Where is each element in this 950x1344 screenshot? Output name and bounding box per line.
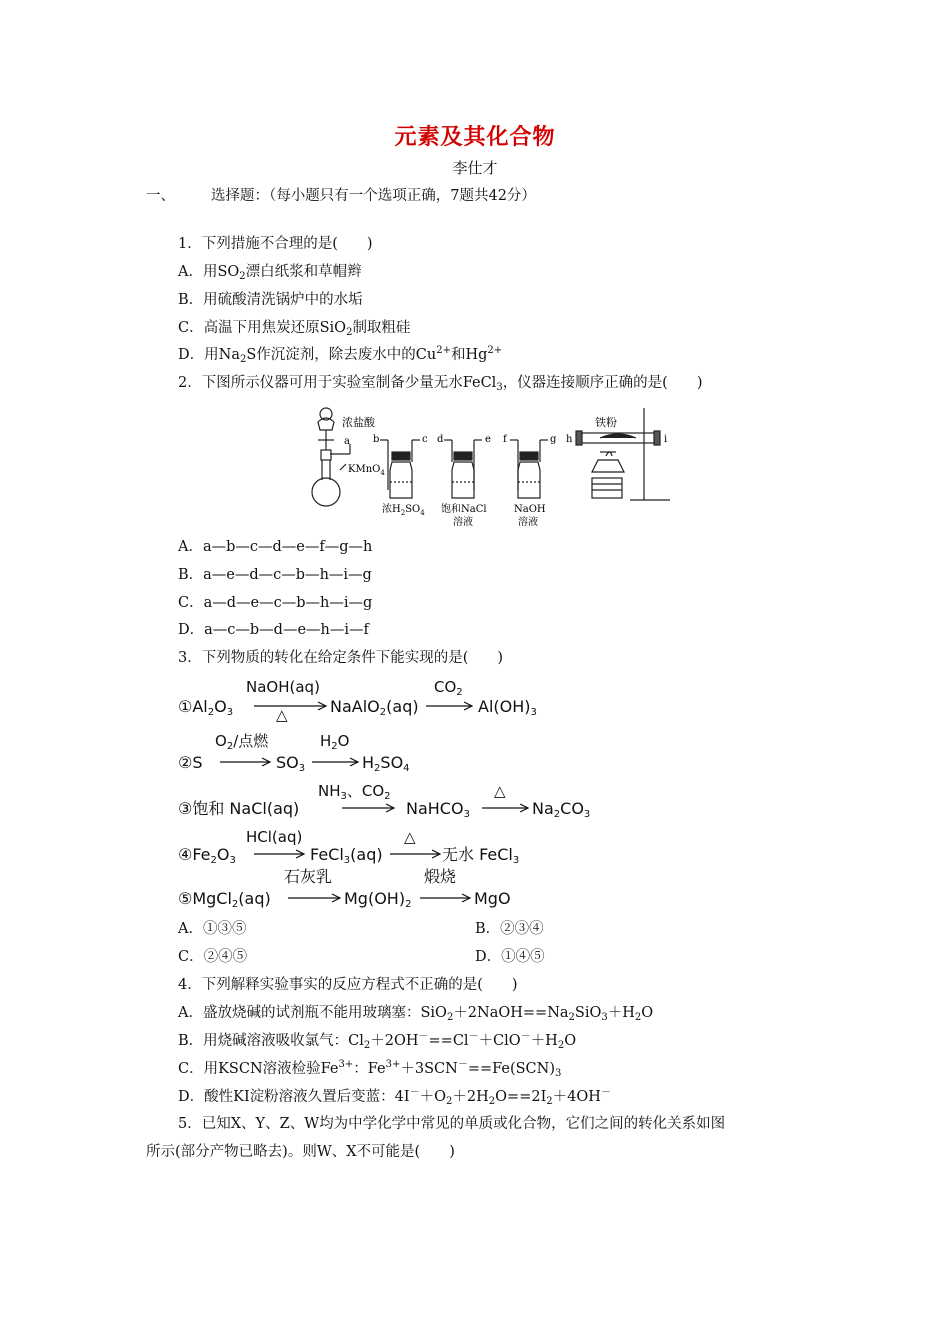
reaction-3-product-1: NaHCO$_3$ [406, 799, 470, 820]
arrow-icon [388, 848, 444, 860]
q4-stem: 4．下列解释实验事实的反应方程式不正确的是( ) [178, 977, 518, 993]
q2-option-a: A．a—b—c—d—e—f—g—h [178, 539, 373, 555]
section-number: 一、 [146, 188, 175, 204]
port-h: h [566, 434, 573, 445]
wash-bottle-h2so4-icon [380, 440, 420, 498]
reaction-1: $①Al_2O_3$ [178, 697, 234, 718]
port-f: f [503, 434, 507, 445]
reaction-5-condition-2: 煅烧 [424, 867, 457, 886]
q1-option-d: D．用$Na_2S$作沉淀剂，除去废水中的$Cu^{2+}$和$Hg^{2+}$ [178, 345, 503, 365]
section-heading: 选择题：（每小题只有一个选项正确，7题共42分） [211, 188, 536, 204]
reaction-2-condition-2: $H_2O$ [320, 732, 350, 752]
q4-option-d: D．酸性KI淀粉溶液久置后变蓝：$4I^-+O_2+2H_2O==2I_2+4OH^-$ [178, 1087, 611, 1107]
reaction-4-condition-2: △ [404, 828, 416, 846]
reaction-4-product-1: FeCl$_3$(aq) [310, 845, 383, 866]
author-name: 李仕才 [452, 159, 498, 177]
reaction-3-condition-2: △ [494, 782, 506, 800]
apparatus-diagram [300, 400, 680, 535]
reaction-3-product-2: $Na_2CO_3$ [532, 799, 591, 820]
arrow-icon [418, 892, 474, 904]
port-e: e [485, 434, 491, 445]
q5-line-1: 5．已知X、Y、Z、W均为中学化学中常见的单质或化合物，它们之间的转化关系如图 [178, 1116, 726, 1132]
arrow-icon [310, 756, 362, 768]
q4-option-b: B．用烧碱溶液吸收氯气：$Cl_2+2OH^-==Cl^-+ClO^-+H_2O$ [178, 1031, 577, 1051]
label-conc-hcl: 浓盐酸 [342, 416, 375, 429]
q3-option-c: C．②④⑤ [178, 949, 248, 965]
arrow-icon [218, 756, 274, 768]
wash-bottle-nacl-icon [444, 440, 482, 498]
port-d: d [437, 434, 444, 445]
port-a: a [344, 436, 350, 447]
q1-option-c: C．高温下用焦炭还原SiO$_2$制取粗硅 [178, 320, 411, 338]
q3-option-a: A．①③⑤ [178, 921, 247, 937]
reaction-2-product-1: $SO_3$ [276, 753, 306, 774]
reaction-2-condition-1: $O_2/$点燃 [215, 732, 269, 752]
reaction-3: ③饱和 NaCl(aq) [178, 799, 300, 818]
q4-option-c: C．用KSCN溶液检验$Fe^{3+}$：$Fe^{3+}+3SCN^-==Fe(SCN)_3$ [178, 1059, 562, 1079]
q2-option-d: D．a—c—b—d—e—h—i—f [178, 622, 369, 638]
port-c: c [422, 434, 428, 445]
reaction-5: ⑤MgCl$_2$(aq) [178, 889, 271, 910]
arrow-icon [252, 848, 308, 860]
reaction-2-product-2: $H_2SO_4$ [362, 753, 410, 774]
arrow-icon [252, 700, 332, 712]
q3-option-d: D．①④⑤ [475, 949, 545, 965]
q1-option-b: B．用硫酸清洗锅炉中的水垢 [178, 292, 363, 308]
label-h2so4: 浓$H_2SO_4$ [382, 504, 425, 517]
q1-stem: 1．下列措施不合理的是( ) [178, 236, 373, 252]
q3-stem: 3．下列物质的转化在给定条件下能实现的是( ) [178, 650, 504, 666]
label-iron-powder: 铁粉 [595, 416, 617, 429]
q3-option-b: B．②③④ [475, 921, 544, 937]
separatory-funnel-icon [318, 408, 334, 450]
label-nacl-line1: 饱和NaCl [441, 504, 487, 515]
label-kmno4: KMnO$_4$ [348, 464, 385, 477]
arrow-icon [340, 802, 400, 814]
reaction-4-product-2: 无水 FeCl$_3$ [442, 845, 520, 866]
q2-option-b: B．a—e—d—c—b—h—i—g [178, 567, 372, 583]
reaction-3-condition-1: $NH_3$、$CO_2$ [318, 782, 391, 802]
reaction-2: ②S [178, 753, 203, 772]
q2-option-c: C．a—d—e—c—b—h—i—g [178, 595, 373, 611]
reaction-5-product-1: $Mg(OH)_2$ [344, 889, 412, 910]
label-nacl-line2: 溶液 [453, 517, 473, 528]
q4-option-a: A．盛放烧碱的试剂瓶不能用玻璃塞：$SiO_2+2NaOH==Na_2SiO_3+H_2O$ [178, 1005, 654, 1023]
flask-icon [312, 444, 350, 506]
reaction-1-condition-2: $CO_2$ [434, 678, 463, 698]
reaction-1-product-1: NaAlO$_2$(aq) [330, 697, 419, 718]
label-naoh-line2: 溶液 [518, 517, 538, 528]
arrow-icon [286, 892, 346, 904]
arrow-icon [480, 802, 532, 814]
reaction-4: $④Fe_2O_3$ [178, 845, 236, 866]
port-b: b [373, 434, 380, 445]
tube-furnace-icon [576, 408, 670, 500]
wash-bottle-naoh-icon [510, 440, 548, 498]
q5-line-2: 所示(部分产物已略去)。则W、X不可能是( ) [146, 1144, 455, 1160]
arrow-icon [424, 700, 476, 712]
page-title: 元素及其化合物 [394, 124, 556, 150]
port-g: g [550, 434, 557, 445]
reaction-5-product-2: MgO [474, 889, 511, 908]
label-naoh-line1: NaOH [514, 504, 546, 515]
q2-stem: 2．下图所示仪器可用于实验室制备少量无水FeCl$_3$，仪器连接顺序正确的是( ) [178, 375, 703, 393]
port-i: i [664, 434, 668, 445]
q1-option-a: A．用$SO_2$漂白纸浆和草帽辫 [178, 264, 362, 282]
reaction-4-condition-1: HCl(aq) [246, 828, 303, 846]
reaction-1-condition-1-heat: △ [276, 706, 288, 724]
reaction-1-condition-1: NaOH(aq) [246, 678, 320, 696]
reaction-5-condition-1: 石灰乳 [284, 867, 333, 886]
reaction-1-product-2: $Al(OH)_3$ [478, 697, 537, 718]
